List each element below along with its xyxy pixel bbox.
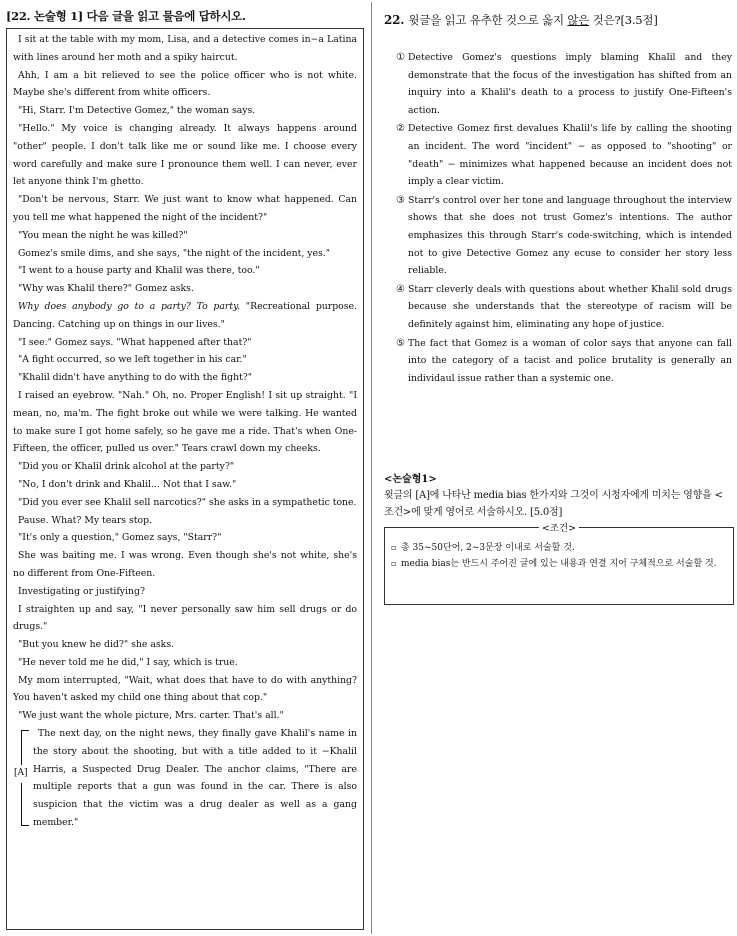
passage-paragraph: "No, I don't drink and Khalil... Not that I saw." [18, 478, 237, 490]
passage-paragraph: "You mean the night he was killed?" [18, 229, 188, 241]
passage-paragraph: "I see." Gomez says. "What happened after that?" [18, 336, 252, 348]
condition-text: media bias는 반드시 주어진 글에 있는 내용과 연결 지어 구체적으로 서술할 것. [401, 559, 717, 570]
bracket-a-block [13, 725, 357, 832]
condition-text: 총 35~50단어, 2~3문장 이내로 서술할 것. [401, 543, 575, 554]
passage-paragraph: "Hi, Starr. I'm Detective Gomez," the woman says. [18, 105, 256, 117]
option-text: Detective Gomez's questions imply blaming Khalil and they demonstrate that the focus of the investigation has shifted from an inquiry into a Khalil's death to a process to justify One-Fifteen's action. [408, 52, 732, 116]
essay-prompt: 윗글의 [A]에 나타난 media bias 한가지와 그것이 시청자에게 미치는 영향을 <조건>에 맞게 영어로 서술하시오. [5.0점] [384, 490, 723, 519]
passage-column [6, 8, 366, 930]
option-marker: ① [396, 52, 405, 63]
column-divider [371, 2, 372, 934]
passage-paragraph: Ahh, I am a bit relieved to see the police officer who is not white. Maybe she's different from white officers. [13, 69, 357, 99]
passage-heading: [22. 논술형 1] 다음 글을 읽고 물음에 답하시오. [6, 9, 246, 23]
passage-paragraph: "But you knew he did?" she asks. [18, 639, 175, 651]
passage-text: "Recreational purpose. Dancing. Catching up on things in our lives." [13, 300, 357, 330]
option-text: Starr's control over her tone and language throughout the interview shows that she does not trust Gomez's intentions. The author emphasizes this through Starr's code-switching, which is intended not to give Detective Gomez any ecuse to consider her story less reliable. [408, 194, 732, 277]
option-marker: ⑤ [396, 337, 405, 349]
bracket-a-text: The next day, on the night news, they finally gave Khalil's name in the story about the shooting, but with a title added to it −Khalil Harris, a Suspected Drug Dealer. The anchor claims, "There are multiple reports that a gun was found in the car. There is also suspicion that the victim was a drug dealer as well as a gang member." [33, 728, 357, 829]
bullet-icon: ▫ [391, 543, 397, 553]
passage-paragraph: I sit at the table with my mom, Lisa, and a detective comes in−a Latina with lines around her moth and a spiky haircut. [13, 34, 357, 63]
passage-paragraph: "Don't be nervous, Starr. We just want to know what happened. Can you tell me what happened the night of the incident?" [13, 194, 357, 223]
answer-options [396, 49, 732, 387]
question-number: 22. [384, 13, 405, 27]
passage-paragraph: Pause. What? My tears stop. [18, 514, 153, 526]
passage-box [6, 28, 364, 930]
option-text: Detective Gomez first devalues Khalil's life by calling the shooting an incident. The word "incident" − as opposed to "shooting" or "death" − minimizes what happened because an incident does not imply a clear victim. [408, 123, 732, 188]
passage-paragraph: "Khalil didn't have anything to do with the fight?" [18, 372, 253, 384]
option-1[interactable] [396, 49, 732, 119]
passage-paragraph: "Did you ever see Khalil sell narcotics?" she asks in a sympathetic tone. [18, 496, 357, 508]
question-text-end: 것은?[3.5점] [589, 13, 658, 27]
bullet-icon: ▫ [391, 559, 397, 569]
passage-paragraph: Investigating or justifying? [18, 585, 145, 597]
option-3[interactable] [396, 192, 732, 280]
question-emphasis: 않은 [567, 13, 590, 27]
question-text: 윗글을 읽고 유추한 것으로 옳지 [408, 13, 568, 27]
passage-paragraph: "I went to a house party and Khalil was there, too." [18, 265, 260, 277]
option-marker: ② [396, 123, 405, 135]
passage-paragraph: "A fight occurred, so we left together in his car." [18, 354, 247, 366]
conditions-title: <조건> [539, 521, 579, 537]
passage-paragraph: I straighten up and say, "I never personally saw him sell drugs or do drugs." [13, 603, 357, 633]
passage-paragraph: "He never told me he did," I say, which is true. [18, 656, 238, 668]
passage-paragraph: "Did you or Khalil drink alcohol at the party?" [18, 461, 235, 473]
option-4[interactable] [396, 281, 732, 334]
bracket-a-label: [A] [13, 765, 29, 783]
option-2[interactable] [396, 120, 732, 190]
passage-paragraph: My mom interrupted, "Wait, what does that have to do with anything? You haven't asked my child one thing about that cop." [13, 674, 357, 704]
essay-heading: <논술형1> [384, 474, 437, 486]
passage-paragraph [13, 298, 357, 334]
condition-item [391, 540, 727, 556]
passage-paragraph: "Why was Khalil there?" Gomez asks. [18, 283, 194, 295]
option-marker: ④ [396, 283, 405, 295]
option-5[interactable] [396, 335, 732, 388]
passage-paragraph: Gomez's smile dims, and she says, "the night of the incident, yes." [18, 247, 331, 259]
option-marker: ③ [396, 194, 405, 206]
passage-paragraph: "It's only a question," Gomez says, "Starr?" [18, 532, 222, 544]
passage-paragraph: I raised an eyebrow. "Nah." Oh, no. Proper English! I sit up straight. "I mean, no, ma'm. The fight broke out while we were talking. He wanted to make sure I got home safely, so he gave me a ride. That's when One-Fifteen, the officer, pulled us over." Tears crawl down my cheeks. [13, 389, 357, 455]
passage-paragraph: "Hello." My voice is changing already. It always happens around "other" people. I don't talk like me or sound like me. I choose every word carefully and make sure I pronounce them well. I can never, ever let anyone think I'm ghetto. [13, 122, 357, 188]
passage-paragraph: "We just want the whole picture, Mrs. carter. That's all." [18, 710, 284, 722]
option-text: The fact that Gomez is a woman of color says that anyone can fall into the category of a tacist and police brutality is generally an individaul issue rather than a systemic one. [408, 337, 732, 384]
italic-thought: Why does anybody go to a party? To party. [18, 300, 241, 312]
condition-item [391, 556, 727, 572]
option-text: Starr cleverly deals with questions about whether Khalil sold drugs because she understands that the stereotype of racism will be definitely against him, eliminating any hope of justice. [408, 283, 732, 330]
passage-paragraph: She was baiting me. I was wrong. Even though she's not white, she's no different from One-Fifteen. [13, 550, 357, 579]
question-stem [384, 12, 732, 28]
question-column [384, 8, 732, 605]
conditions-box [384, 523, 734, 605]
